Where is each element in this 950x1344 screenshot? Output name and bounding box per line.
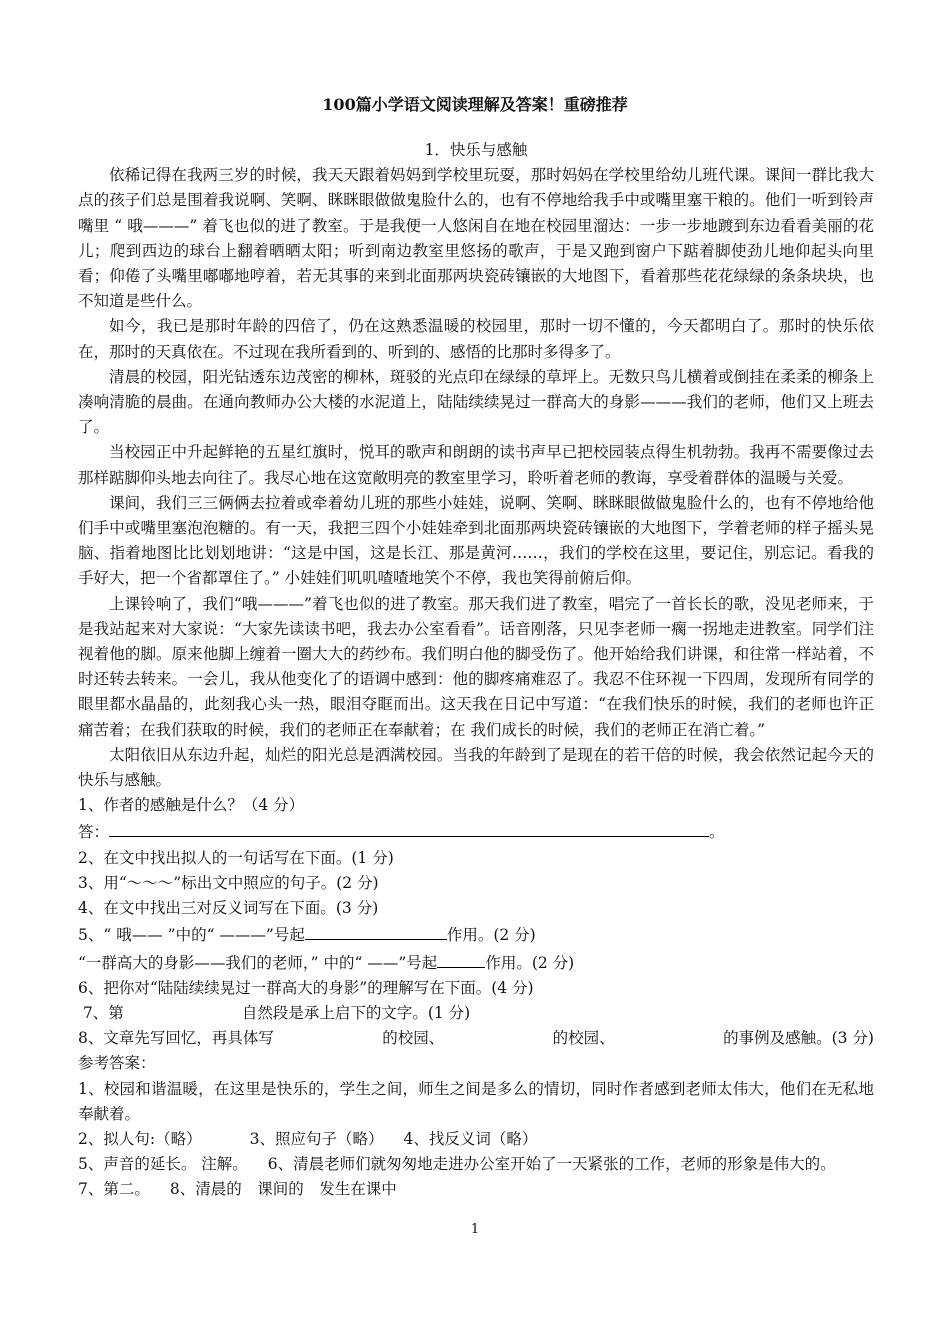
answers-row-2 [78,1127,874,1152]
question-5 [78,921,874,948]
section-title: 1．快乐与感触 [424,141,528,159]
question-7-suffix: 自然段是承上启下的文字。(1 分) [241,1003,471,1022]
answer-blank-line [109,818,709,837]
paragraph-2: 如今，我已是那时年龄的四倍了，仍在这熟悉温暖的校园里，那时一切不懂的，今天都明白了。那时的快乐依在，那时的天真依在。不过现在我所看到的、听到的、感悟的比那时多得多了。 [78,317,874,361]
question-8-part-d: 的事例及感触。(3 分) [723,1029,874,1048]
question-2: 2、在文中找出拟人的一句话写在下面。(1 分) [78,848,394,867]
question-5-suffix: 作用。(2 分) [446,926,536,945]
answer-line-end: 。 [709,823,725,842]
answer-8: 8、清晨的 课间的 发生在课中 [169,1180,397,1199]
question-8 [78,1026,874,1051]
question-5b-text: “一群高大的身影——我们的老师，” 中的“ ——”号起 [78,953,438,972]
question-4: 4、在文中找出三对反义词写在下面。(3 分) [78,899,379,918]
question-7-text: 7、第 [82,1003,124,1022]
question-5b-suffix: 作用。(2 分) [485,953,575,972]
paragraph-6: 上课铃响了，我们“哦———”着飞也似的进了教室。那天我们进了教室，唱完了一首长长的歌，没见老师来，于是我站起来对大家说：“大家先读读书吧，我去办公室看看”。话音刚落，只见李老师一瘸一拐地走进教室。同学们注视着他的脚。原来他脚上缠着一圈大大的药纱布。我们明白他的脚受伤了。他开始给我们讲课，和往常一样站着，不时还转去转来。一会儿，我从他变化了的语调中感到：他的脚疼痛难忍了。我忍不住环视一下四周，发现所有同学的眼里都水晶晶的，此刻我心头一热，眼泪夺眶而出。这天我在日记中写道：“在我们快乐的时候，我们的老师也许正痛苦着；在我们获取的时候，我们的老师正在奉献着；在 我们成长的时候，我们的老师正在消亡着。” [78,594,874,739]
fill-blank [437,949,485,968]
fill-blank [305,921,447,940]
question-7 [78,1001,874,1026]
answer-1: 1、校园和谐温暖，在这里是快乐的，学生之间，师生之间是多么的情切，同时作者感到老师太伟大，他们在无私地奉献着。 [78,1079,874,1123]
answers-heading: 参考答案： [78,1054,156,1073]
answer-2: 2、拟人句:（略） [78,1129,202,1148]
paragraph-4: 当校园正中升起鲜艳的五星红旗时，悦耳的歌声和朗朗的读书声早已把校园装点得生机勃勃。我再不需要像过去那样踮脚仰头地去向往了。我尽心地在这宽敞明亮的教室里学习，聆听着老师的教诲，享受着群体的温暖与关爱。 [78,443,874,487]
answer-6: 6、清晨老师们就匆匆地走进办公室开始了一天紧张的工作，老师的形象是伟大的。 [267,1155,836,1174]
answer-label: 答： [78,823,110,842]
document-body [78,138,874,1203]
question-5b [78,949,874,976]
question-8-part-c: 的校园、 [552,1029,615,1048]
page-number: 1 [470,1222,480,1237]
document-title: 100篇小学语文阅读理解及答案！重磅推荐 [322,95,628,114]
paragraph-1: 依稀记得在我两三岁的时候，我天天跟着妈妈到学校里玩耍，那时妈妈在学校里给幼儿班代课。课间一群比我大点的孩子们总是围着我说啊、笑啊、眯眯眼做做鬼脸什么的，也有不停地给我手中或嘴里塞干粮的。他们一听到铃声嘴里 “ 哦———” 着飞也似的进了教室。于是我便一人悠闲自在地在校园里溜达：一步一步地踱到东边看看美丽的花儿；爬到西边的球台上翻着晒晒太阳；听到南边教室里悠扬的歌声，于是又跑到窗户下踮着脚使劲儿地仰起头向里看；仰倦了头嘴里嘟嘟地哼着，若无其事的来到北面那两块瓷砖镶嵌的大地图下，看着那些花花绿绿的条条块块，也不知道是些什么。 [78,166,874,311]
question-5-text: 5、“ 哦—— ”中的“ ———”号起 [78,926,305,945]
answer-4: 4、找反义词（略） [403,1129,538,1148]
paragraph-5: 课间，我们三三俩俩去拉着或牵着幼儿班的那些小娃娃，说啊、笑啊、眯眯眼做做鬼脸什么的，也有不停地给他们手中或嘴里塞泡泡糖的。有一天，我把三四个小娃娃牵到北面那两块瓷砖镶嵌的大地图下，学着老师的样子摇头晃脑、指着地图比比划划地讲：“这是中国，这是长江、那是黄河……，我们的学校在这里，要记住，别忘记。看我的手好大，把一个省都罩住了。” 小娃娃们叽叽喳喳地笑个不停，我也笑得前俯后仰。 [78,493,874,588]
answer-7: 7、第二。 [78,1180,150,1199]
answer-3: 3、照应句子（略） [249,1129,384,1148]
question-8-part-a: 8、文章先写回忆，再具体写 [78,1029,274,1048]
answers-row-3 [78,1152,874,1177]
question-1-answer-row [78,818,874,845]
question-8-part-b: 的校园、 [382,1029,445,1048]
question-3: 3、用“～～～”标出文中照应的句子。(2 分) [78,873,379,892]
paragraph-3: 清晨的校园，阳光钻透东边茂密的柳林，斑驳的光点印在绿绿的草坪上。无数只鸟儿横着或倒挂在柔柔的柳条上凑响清脆的晨曲。在通向教师办公大楼的水泥道上，陆陆续续晃过一群高大的身影———我们的老师，他们又上班去了。 [78,367,874,437]
question-6: 6、把你对“陆陆续续晃过一群高大的身影”的理解写在下面。(4 分) [78,978,534,997]
question-1: 1、作者的感触是什么？（4 分） [78,796,305,815]
paragraph-7: 太阳依旧从东边升起，灿烂的阳光总是洒满校园。当我的年龄到了是现在的若干倍的时候，我会依然记起今天的快乐与感触。 [78,745,874,790]
answer-5: 5、声音的延长。 注解。 [78,1155,248,1174]
answers-row-4 [78,1177,874,1202]
